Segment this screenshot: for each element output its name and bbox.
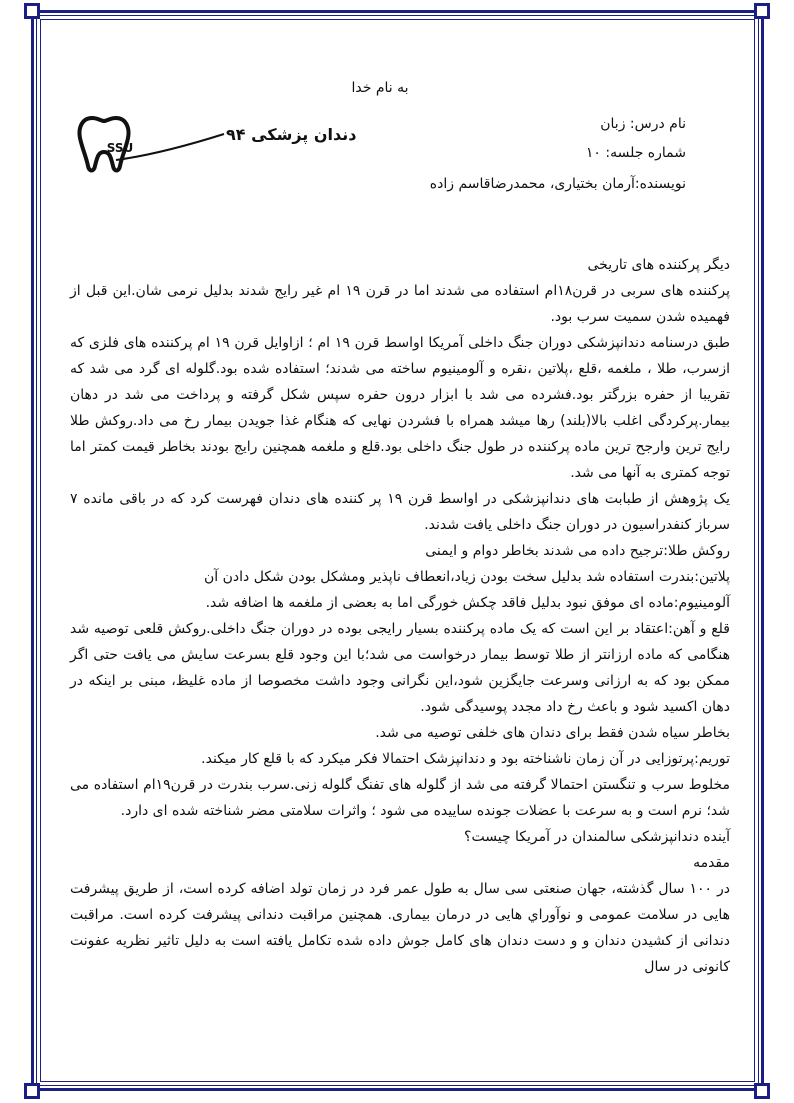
border-corner-top-right: [754, 3, 770, 19]
session-number: شماره جلسه: ۱۰: [585, 145, 686, 161]
body-paragraph: یک پژوهش از طبابت های دندانپزشکی در اواسط قرن ۱۹ پر کننده های دندان فهرست کرد که در باقی مانده ۷ سرباز کنفدراسیون در دوران جنگ داخلی یافت شدند.: [70, 491, 730, 533]
department-logo: [76, 112, 357, 176]
logo-title: دندان پزشکی ۹۴: [226, 125, 357, 144]
body-paragraph: قلع و آهن:اعتقاد بر این است که یک ماده پرکننده بسیار رایجی بوده در دوران جنگ داخلی.روکش قلعی توصیه شد هنگامی که ماده ارزانتر از طلا توسط بیمار درخواست می شد؛با این وجود قلع بسرعت سایش می یافت حتی اگر ممکن بود که به ارزانی وسرعت جایگزین شود،این نگرانی وجود داشت مخصوصا از ماده غلیظ، مبنی بر اینکه در دهان اکسید شود و باعث رخ داد مجدد پوسیدگی شود.: [70, 621, 730, 715]
border-corner-bottom-left: [24, 1083, 40, 1099]
border-corner-bottom-right: [754, 1083, 770, 1099]
body-paragraph: آینده دندانپزشکی سالمندان در آمریکا چیست؟: [464, 829, 730, 845]
body-paragraph: مخلوط سرب و تنگستن احتمالا گرفته می شد از گلوله های تفنگ گلوله زنی.سرب بندرت در قرن۱۹ام استفاده می شد؛ نرم است و به سرعت با عضلات جونده ساییده می شود ؛ واثرات سلامتی مضر شناخته شده ای دارد.: [70, 777, 730, 819]
logo-abbr: SSU: [106, 141, 134, 155]
body-paragraph: پرکننده های سربی در قرن۱۸ام استفاده می شدند اما در قرن ۱۹ ام غیر رایج شدند بدلیل نرمی شان.این قبل از فهمیده شدن سمیت سرب بود.: [70, 283, 730, 325]
authors-line: نویسنده:آرمان بختیاری، محمدرضاقاسم زاده: [429, 176, 686, 192]
body-paragraph: مقدمه: [693, 855, 730, 871]
body-paragraph: توریم:پرتوزایی در آن زمان ناشناخته بود و دندانپزشک احتمالا فکر میکرد که با قلع کار میکند.: [201, 751, 730, 767]
bismillah-heading: به نام خدا: [351, 80, 409, 96]
border-corner-top-left: [24, 3, 40, 19]
body-paragraph: طبق درسنامه دندانپزشکی دوران جنگ داخلی آمریکا اواسط قرن ۱۹ ام ؛ ازاوایل قرن ۱۹ ام پرکننده های فلزی که ازسرب، طلا ، ملغمه ،قلع ،پلاتین ،نقره و آلومینیوم ساخته می شدند؛ استفاده شده بود.گلوله ای گرد می شد که تقریبا از حفره بزرگتر بود.فشرده می شد با ابزار درون حفره سپس شکل گرفته و پرداخت می شد در دهان بیمار.پرکردگی اغلب بالا(بلند) رها میشد همراه با فشردن نهایی که هنگام غذا جویدن بیمار رخ می داد.روکش طلا رایج ترین وارجح ترین ماده پرکننده در طول جنگ داخلی بود.قلع و ملغمه همچنین رایج بودند بخاطر قیمت کمتر اما توجه کمتری به آنها می شد.: [70, 335, 731, 481]
body-paragraph: پلاتین:بندرت استفاده شد بدلیل سخت بودن زیاد،انعطاف ناپذیر ومشکل بودن شکل دادن آن: [203, 569, 730, 585]
document-body: [70, 252, 730, 980]
section-heading: دیگر پرکننده های تاریخی: [587, 257, 730, 273]
body-paragraph: آلومینیوم:ماده ای موفق نبود بدلیل فاقد چکش خورگی اما به بعضی از ملغمه ها اضافه شد.: [205, 595, 730, 611]
body-paragraph: بخاطر سیاه شدن فقط برای دندان های خلفی توصیه می شد.: [375, 725, 730, 741]
tooth-logo-icon: [76, 112, 357, 176]
course-name: نام درس: زبان: [600, 116, 686, 132]
body-paragraph: روکش طلا:ترجیح داده می شدند بخاطر دوام و ایمنی: [425, 543, 730, 559]
body-paragraph: در ۱۰۰ سال گذشته، جهان صنعتی سی سال به طول عمر فرد در زمان تولد اضافه کرده است، از طریق پیشرفت هایی در سلامت عمومی و نوآوراي هایی در درمان بیماری. همچنین مراقبت دندانی پیشرفت کرده است. مراقبت دندانی از کشیدن دندان و و دست دندان های کامل جوش داده شده تکامل یافته است به دلیل تاثیر نظریه عفونت کانونی در سال: [70, 881, 730, 975]
